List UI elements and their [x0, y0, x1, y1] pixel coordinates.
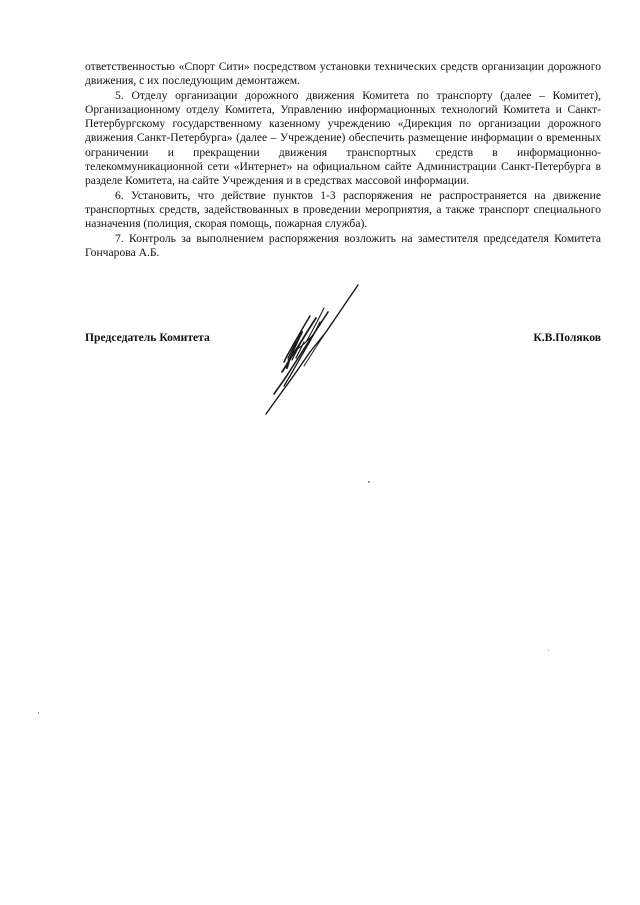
paragraph-item-7: 7. Контроль за выполнением распоряжения возложить на заместителя председателя Комитета Гончарова А.Б. [85, 231, 601, 259]
scan-speck [368, 481, 370, 483]
signatory-position: Председатель Комитета [85, 331, 210, 344]
paragraph-continuation: ответственностью «Спорт Сити» посредством установки технических средств организации дорожного движения, с их последующим демонтажем. [85, 60, 601, 88]
signatory-name: К.В.Поляков [533, 331, 601, 344]
scan-speck [548, 650, 549, 651]
handwritten-signature [258, 282, 368, 417]
paragraph-item-6: 6. Установить, что действие пунктов 1-3 распоряжения не распространяется на движение транспортных средств, задействованных в проведении мероприятия, а также транспорт специального назначения (полиция, скорая помощь, пожарная служба). [85, 188, 601, 231]
scan-speck [38, 712, 39, 714]
paragraph-item-5: 5. Отделу организации дорожного движения Комитета по транспорту (далее – Комитет), Организационному отделу Комитета, Управлению информационных технологий Комитета и Санкт-Петербургскому государственному казенному учреждению «Дирекция по организации дорожного движения Санкт-Петербурга» (далее – Учреждение) обеспечить размещение информации о временных ограничении и прекращении движения транспортных средств в информационно-телекоммуникационной сети «Интернет» на официальном сайте Администрации Санкт-Петербурга в разделе Комитета, на сайте Учреждения и в средствах массовой информации. [85, 88, 601, 188]
document-body [85, 60, 601, 260]
